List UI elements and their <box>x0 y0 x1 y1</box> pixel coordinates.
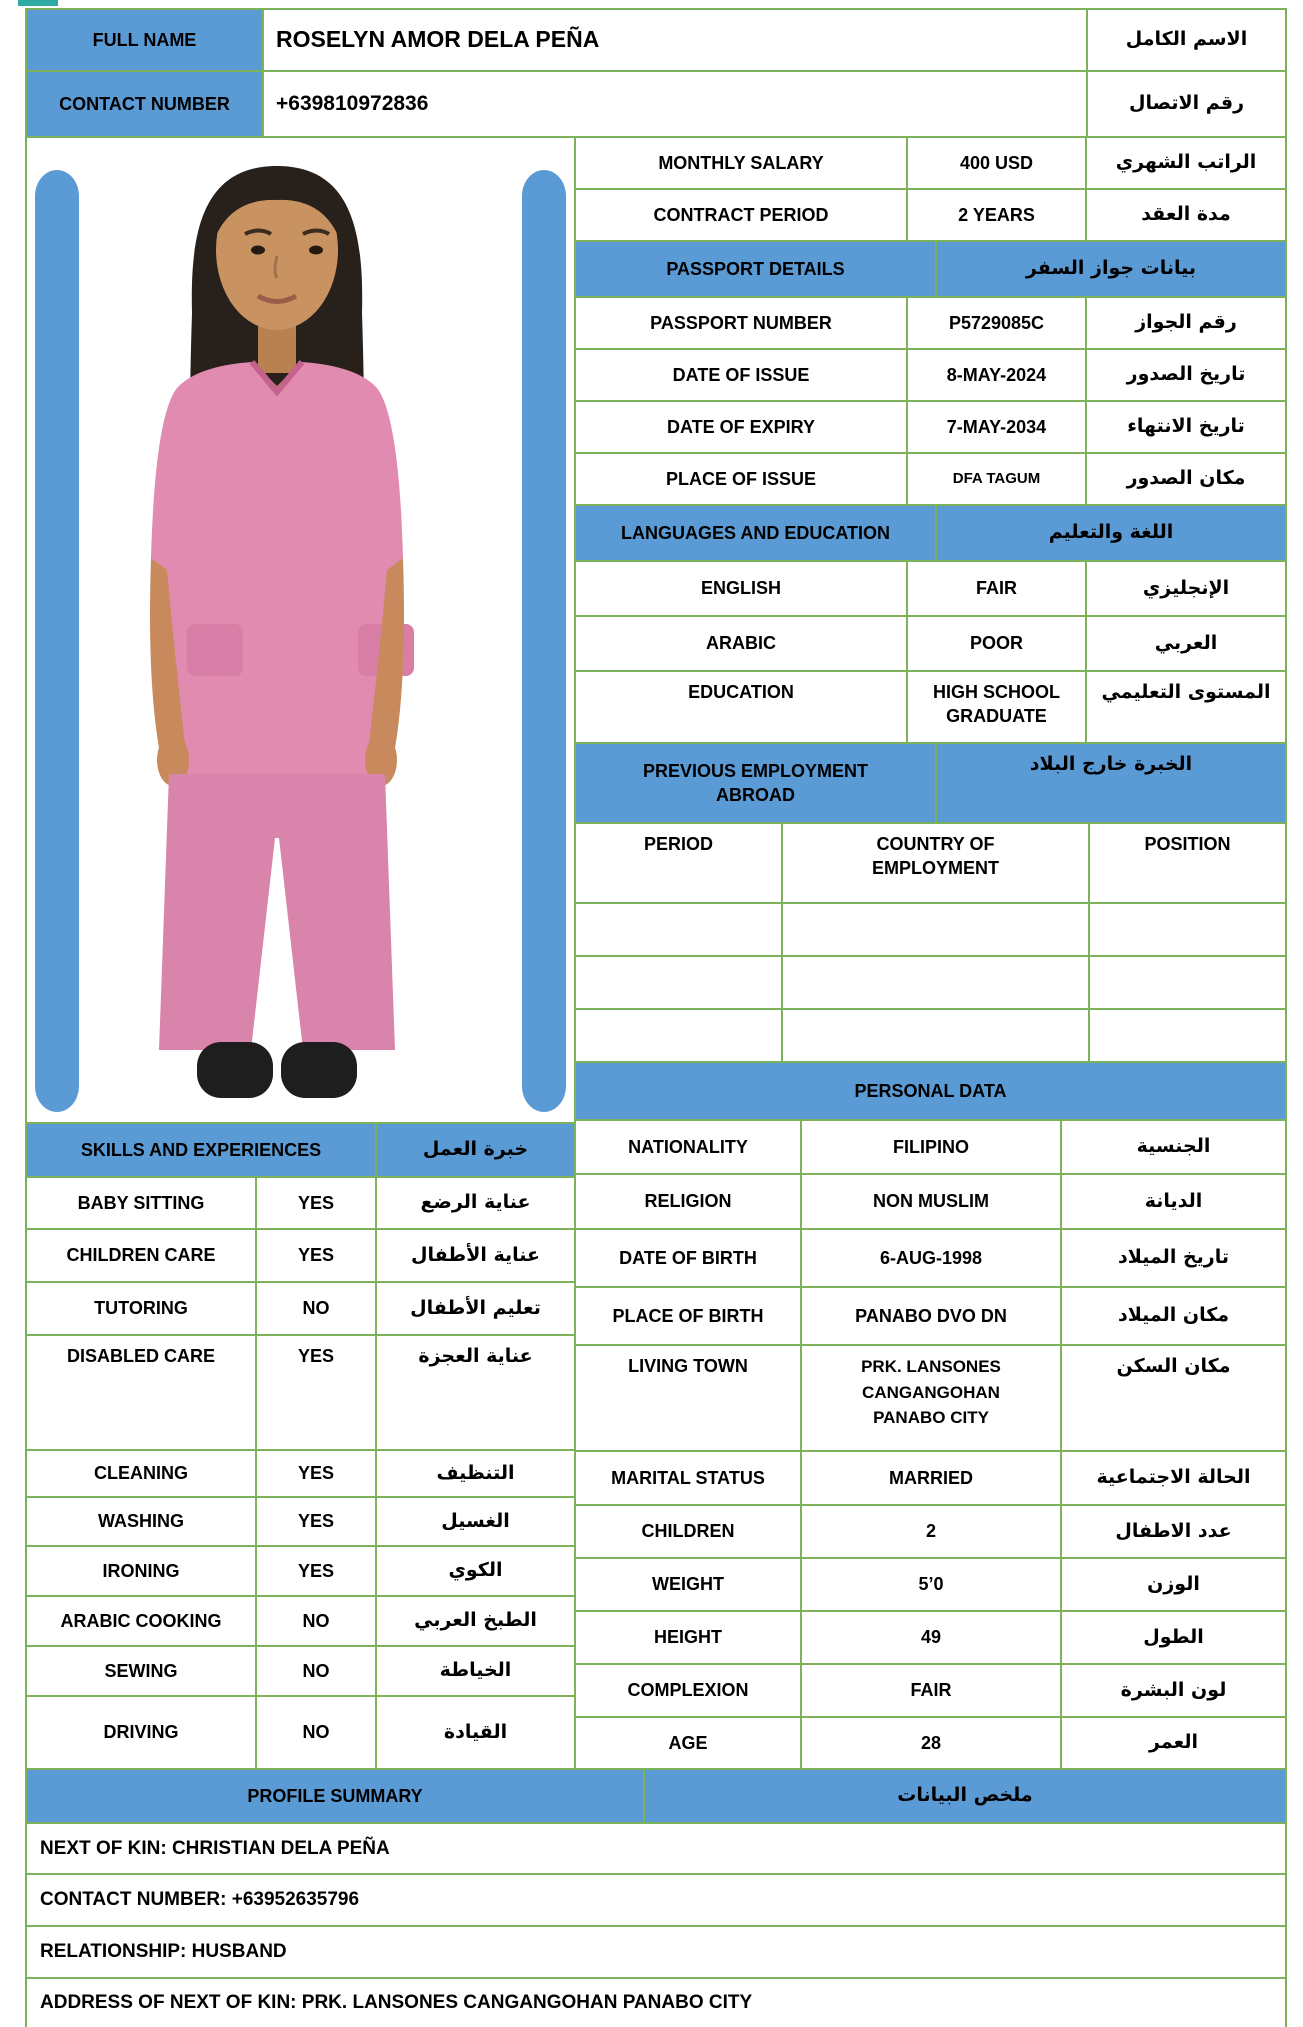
children-arabic: عدد الاطفال <box>1062 1506 1285 1557</box>
date-of-issue-label: DATE OF ISSUE <box>576 350 906 400</box>
row-passport-number <box>576 298 1285 348</box>
left-column <box>27 138 574 1768</box>
cv-table <box>25 8 1287 2027</box>
children-value: 2 <box>802 1506 1060 1557</box>
religion-arabic: الديانة <box>1062 1175 1285 1228</box>
employment-2-position <box>1090 957 1285 1008</box>
baby-sitting-label: BABY SITTING <box>27 1178 255 1228</box>
living-town-arabic: مكان السكن <box>1062 1346 1285 1450</box>
row-nationality <box>576 1121 1285 1173</box>
skills-header-en: SKILLS AND EXPERIENCES <box>27 1124 375 1176</box>
english-arabic: الإنجليزي <box>1087 562 1285 615</box>
disabled-care-label: DISABLED CARE <box>27 1336 255 1449</box>
contact-number-label: CONTACT NUMBER <box>27 72 262 136</box>
photo-left-bar <box>35 170 79 1112</box>
row-contact-number <box>27 72 1285 136</box>
height-value: 49 <box>802 1612 1060 1663</box>
nationality-label: NATIONALITY <box>576 1121 800 1173</box>
full-name-value: ROSELYN AMOR DELA PEÑA <box>264 10 1086 70</box>
education-arabic: المستوى التعليمي <box>1087 672 1285 742</box>
place-of-issue-arabic: مكان الصدور <box>1087 454 1285 504</box>
date-of-expiry-value: 7-MAY-2034 <box>908 402 1085 452</box>
disabled-care-arabic: عناية العجزة <box>377 1336 574 1449</box>
passport-details-header-arabic: بيانات جواز السفر <box>937 242 1285 296</box>
row-previous-employment-header <box>576 744 1285 822</box>
kin-contact-number-text: CONTACT NUMBER: +63952635796 <box>27 1875 1285 1925</box>
row-place-of-issue <box>576 454 1285 504</box>
passport-details-header-en: PASSPORT DETAILS <box>576 242 935 296</box>
row-profile-summary-header <box>27 1770 1285 1822</box>
marital-status-value: MARRIED <box>802 1452 1060 1504</box>
person-left-eye <box>251 246 265 255</box>
employment-position-header: POSITION <box>1090 824 1285 902</box>
ironing-value: YES <box>257 1547 375 1595</box>
contact-number-value: +639810972836 <box>264 72 1086 136</box>
driving-value: NO <box>257 1697 375 1768</box>
cleaning-arabic: التنظيف <box>377 1451 574 1496</box>
place-of-birth-arabic: مكان الميلاد <box>1062 1288 1285 1344</box>
english-value: FAIR <box>908 562 1085 615</box>
passport-number-value: P5729085C <box>908 298 1085 348</box>
full-name-arabic: الاسم الكامل <box>1088 10 1285 70</box>
sewing-value: NO <box>257 1647 375 1695</box>
kin-address-text: ADDRESS OF NEXT OF KIN: PRK. LANSONES CANGANGOHAN PANABO CITY <box>27 1979 1285 2027</box>
row-complexion <box>576 1665 1285 1716</box>
living-town-label: LIVING TOWN <box>576 1346 800 1450</box>
row-relationship <box>27 1927 1285 1977</box>
employment-1-position <box>1090 904 1285 955</box>
profile-summary-header-arabic: ملخص البيانات <box>645 1770 1285 1822</box>
children-label: CHILDREN <box>576 1506 800 1557</box>
row-full-name <box>27 10 1285 70</box>
top-accent-bar <box>18 0 58 6</box>
languages-header-en: LANGUAGES AND EDUCATION <box>576 506 935 560</box>
row-driving <box>27 1697 574 1768</box>
place-of-issue-label: PLACE OF ISSUE <box>576 454 906 504</box>
nationality-arabic: الجنسية <box>1062 1121 1285 1173</box>
english-label: ENGLISH <box>576 562 906 615</box>
relationship-text: RELATIONSHIP: HUSBAND <box>27 1927 1285 1977</box>
tutoring-label: TUTORING <box>27 1283 255 1334</box>
employment-3-position <box>1090 1010 1285 1061</box>
employment-1-period <box>576 904 781 955</box>
contact-number-arabic: رقم الاتصال <box>1088 72 1285 136</box>
main-area <box>27 138 1285 1768</box>
employment-row-2 <box>576 957 1285 1008</box>
row-arabic-cooking <box>27 1597 574 1645</box>
row-english <box>576 562 1285 615</box>
row-religion <box>576 1175 1285 1228</box>
children-care-label: CHILDREN CARE <box>27 1230 255 1281</box>
row-next-of-kin <box>27 1824 1285 1873</box>
arabic-language-value: POOR <box>908 617 1085 670</box>
row-date-of-birth <box>576 1230 1285 1286</box>
row-washing <box>27 1498 574 1545</box>
row-place-of-birth <box>576 1288 1285 1344</box>
arabic-cooking-arabic: الطبخ العربي <box>377 1597 574 1645</box>
height-arabic: الطول <box>1062 1612 1285 1663</box>
row-living-town <box>576 1346 1285 1450</box>
person-left-shoe <box>197 1042 273 1098</box>
education-label: EDUCATION <box>576 672 906 742</box>
cleaning-label: CLEANING <box>27 1451 255 1496</box>
education-value: HIGH SCHOOL GRADUATE <box>932 682 1060 727</box>
complexion-arabic: لون البشرة <box>1062 1665 1285 1716</box>
nationality-value: FILIPINO <box>802 1121 1060 1173</box>
complexion-label: COMPLEXION <box>576 1665 800 1716</box>
religion-label: RELIGION <box>576 1175 800 1228</box>
row-ironing <box>27 1547 574 1595</box>
row-education <box>576 672 1285 742</box>
place-of-birth-value: PANABO DVO DN <box>802 1288 1060 1344</box>
full-name-label: FULL NAME <box>27 10 262 70</box>
baby-sitting-arabic: عناية الرضع <box>377 1178 574 1228</box>
disabled-care-value: YES <box>257 1336 375 1449</box>
children-care-value: YES <box>257 1230 375 1281</box>
languages-header-arabic: اللغة والتعليم <box>937 506 1285 560</box>
marital-status-label: MARITAL STATUS <box>576 1452 800 1504</box>
monthly-salary-arabic: الراتب الشهري <box>1087 138 1285 188</box>
driving-arabic: القيادة <box>377 1697 574 1768</box>
next-of-kin-text: NEXT OF KIN: CHRISTIAN DELA PEÑA <box>27 1824 1285 1873</box>
tutoring-value: NO <box>257 1283 375 1334</box>
person-scrub-top <box>151 362 403 774</box>
person-left-pocket <box>187 624 243 676</box>
weight-value: 5’0 <box>802 1559 1060 1610</box>
age-value: 28 <box>802 1718 1060 1768</box>
employment-row-1 <box>576 904 1285 955</box>
living-town-value: PRK. LANSONES CANGANGOHAN PANABO CITY <box>861 1357 1001 1427</box>
arabic-cooking-value: NO <box>257 1597 375 1645</box>
row-languages-header <box>576 506 1285 560</box>
place-of-birth-label: PLACE OF BIRTH <box>576 1288 800 1344</box>
personal-data-header: PERSONAL DATA <box>576 1063 1285 1119</box>
row-photo <box>27 138 574 1122</box>
employment-country-header: COUNTRY OF EMPLOYMENT <box>871 834 999 879</box>
row-disabled-care <box>27 1336 574 1449</box>
skills-header-arabic: خبرة العمل <box>377 1124 574 1176</box>
religion-value: NON MUSLIM <box>802 1175 1060 1228</box>
row-contract-period <box>576 190 1285 240</box>
row-height <box>576 1612 1285 1663</box>
ironing-arabic: الكوي <box>377 1547 574 1595</box>
employment-row-3 <box>576 1010 1285 1061</box>
row-personal-data-header <box>576 1063 1285 1119</box>
row-children <box>576 1506 1285 1557</box>
employment-2-country <box>783 957 1088 1008</box>
place-of-issue-value: DFA TAGUM <box>908 454 1085 504</box>
employment-1-country <box>783 904 1088 955</box>
applicant-photo <box>27 138 574 1122</box>
employment-3-country <box>783 1010 1088 1061</box>
row-baby-sitting <box>27 1178 574 1228</box>
arabic-cooking-label: ARABIC COOKING <box>27 1597 255 1645</box>
complexion-value: FAIR <box>802 1665 1060 1716</box>
passport-number-label: PASSPORT NUMBER <box>576 298 906 348</box>
row-weight <box>576 1559 1285 1610</box>
height-label: HEIGHT <box>576 1612 800 1663</box>
weight-label: WEIGHT <box>576 1559 800 1610</box>
sewing-label: SEWING <box>27 1647 255 1695</box>
date-of-birth-value: 6-AUG-1998 <box>802 1230 1060 1286</box>
row-age <box>576 1718 1285 1768</box>
previous-employment-header-en: PREVIOUS EMPLOYMENT ABROAD <box>642 760 869 805</box>
row-date-of-expiry <box>576 402 1285 452</box>
photo-right-bar <box>522 170 566 1112</box>
row-cleaning <box>27 1451 574 1496</box>
contract-period-label: CONTRACT PERIOD <box>576 190 906 240</box>
arabic-language-label: ARABIC <box>576 617 906 670</box>
row-date-of-issue <box>576 350 1285 400</box>
baby-sitting-value: YES <box>257 1178 375 1228</box>
row-marital-status <box>576 1452 1285 1504</box>
marital-status-arabic: الحالة الاجتماعية <box>1062 1452 1285 1504</box>
previous-employment-header-arabic: الخبرة خارج البلاد <box>937 744 1285 822</box>
date-of-birth-label: DATE OF BIRTH <box>576 1230 800 1286</box>
row-monthly-salary <box>576 138 1285 188</box>
row-skills-header <box>27 1124 574 1176</box>
weight-arabic: الوزن <box>1062 1559 1285 1610</box>
row-children-care <box>27 1230 574 1281</box>
row-passport-details-header <box>576 242 1285 296</box>
date-of-expiry-label: DATE OF EXPIRY <box>576 402 906 452</box>
children-care-arabic: عناية الأطفال <box>377 1230 574 1281</box>
applicant-photo-illustration <box>27 138 574 1122</box>
employment-3-period <box>576 1010 781 1061</box>
person-right-shoe <box>281 1042 357 1098</box>
age-arabic: العمر <box>1062 1718 1285 1768</box>
row-tutoring <box>27 1283 574 1334</box>
cleaning-value: YES <box>257 1451 375 1496</box>
contract-period-arabic: مدة العقد <box>1087 190 1285 240</box>
row-sewing <box>27 1647 574 1695</box>
row-kin-contact-number <box>27 1875 1285 1925</box>
monthly-salary-label: MONTHLY SALARY <box>576 138 906 188</box>
driving-label: DRIVING <box>27 1697 255 1768</box>
employment-2-period <box>576 957 781 1008</box>
age-label: AGE <box>576 1718 800 1768</box>
row-arabic-language <box>576 617 1285 670</box>
arabic-language-arabic: العربي <box>1087 617 1285 670</box>
employment-period-header: PERIOD <box>576 824 781 902</box>
date-of-birth-arabic: تاريخ الميلاد <box>1062 1230 1285 1286</box>
row-employment-columns <box>576 824 1285 902</box>
right-column <box>576 138 1285 1768</box>
contract-period-value: 2 YEARS <box>908 190 1085 240</box>
person-right-eye <box>309 246 323 255</box>
washing-label: WASHING <box>27 1498 255 1545</box>
monthly-salary-value: 400 USD <box>908 138 1085 188</box>
row-kin-address <box>27 1979 1285 2027</box>
date-of-issue-arabic: تاريخ الصدور <box>1087 350 1285 400</box>
tutoring-arabic: تعليم الأطفال <box>377 1283 574 1334</box>
ironing-label: IRONING <box>27 1547 255 1595</box>
profile-summary-header-en: PROFILE SUMMARY <box>27 1770 643 1822</box>
washing-value: YES <box>257 1498 375 1545</box>
washing-arabic: الغسيل <box>377 1498 574 1545</box>
date-of-expiry-arabic: تاريخ الانتهاء <box>1087 402 1285 452</box>
passport-number-arabic: رقم الجواز <box>1087 298 1285 348</box>
date-of-issue-value: 8-MAY-2024 <box>908 350 1085 400</box>
sewing-arabic: الخياطة <box>377 1647 574 1695</box>
